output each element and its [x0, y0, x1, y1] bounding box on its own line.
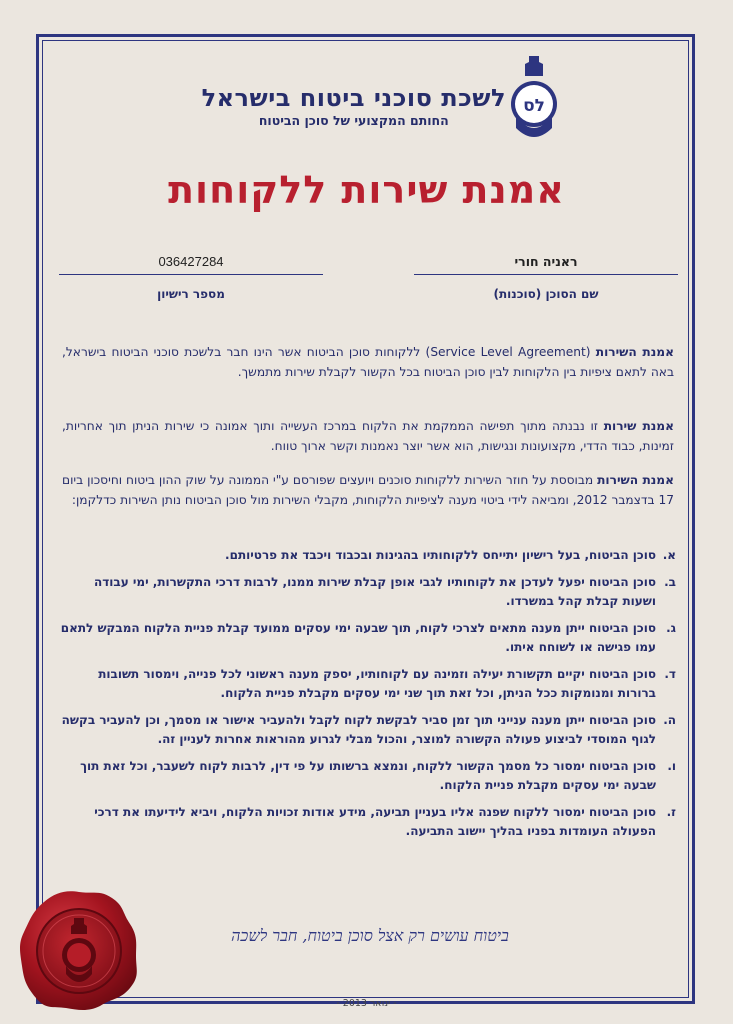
- item-marker: ב.: [664, 574, 676, 589]
- item-marker: ו.: [667, 758, 676, 773]
- agent-line: [414, 274, 678, 275]
- paragraph-3: [62, 470, 674, 510]
- logo-text: [202, 84, 506, 130]
- list-item: [60, 546, 676, 566]
- item-text: סוכן הביטוח ייתן מענה מתאים לצרכי לקוח, תוך שבעה ימי עסקים ממועד קבלת פניית הלקוח המבקש לתאם עמו פגישה או לשוחח איתו.: [60, 620, 656, 654]
- agent-name: ראניה חורי: [514, 254, 578, 269]
- list-item: [60, 803, 676, 842]
- service-items-list: [60, 546, 676, 849]
- item-text: סוכן הביטוח יפעל לעדכן את לקוחותיו לגבי אופן קבלת שירות ממנו, לרבות דרכי התקשרות, ימי עבודה ושעות קבלת קהל במשרדו.: [93, 574, 656, 608]
- paragraph-1-lead: אמנת השירות: [595, 345, 674, 359]
- document-date: - ינואר 2013 -: [336, 998, 397, 1009]
- org-name: לשכת סוכני ביטוח בישראל: [201, 84, 506, 112]
- item-marker: ה.: [663, 712, 676, 727]
- license-label: מספר רישיון: [157, 287, 225, 301]
- paragraph-2-lead: אמנת שירות: [603, 419, 674, 433]
- list-item: [60, 619, 676, 658]
- slogan: ביטוח עושים רק אצל סוכן ביטוח, חבר לשכה: [231, 926, 509, 945]
- item-marker: ד.: [664, 666, 676, 681]
- list-item: [60, 757, 676, 796]
- item-marker: א.: [662, 548, 676, 562]
- item-text: סוכן הביטוח יקיים תקשורת יעילה וזמינה עם לקוחותיו, יספק מענה ראשוני לכל פנייה, וימסור תשובות ברורות ומנומקות ככל הניתן, וכל זאת תוך שני ימי עסקים מקבלת פניית הלקוח.: [98, 666, 656, 700]
- item-text: סוכן הביטוח ימסור ללקוח שפנה אליו בעניין תביעה, מידע אודות זכויות הלקוח, ויביא לידיעתו את דרכי הפעולה העומדות בפניו בהליך יישוב התביעה.: [94, 804, 656, 838]
- license-number: 036427284: [158, 254, 224, 269]
- item-text: סוכן הביטוח ייתן מענה ענייני תוך זמן סביר לבקשת לקוח לקבל ולהעביר אישור או מסמך, וכן להעביר בקשה לגוף המוסדי לביצוע פעולה הקשורה למוצר, והכול מבלי לגרוע מהוראות אחרות לעניין זה.: [61, 712, 656, 746]
- paragraph-1: [62, 342, 674, 382]
- emblem-icon: [510, 54, 558, 140]
- list-item: [60, 573, 676, 612]
- page-title: אמנת שירות ללקוחות: [168, 168, 565, 212]
- wax-seal-icon: [16, 888, 142, 1014]
- item-text: סוכן הביטוח ימסור כל מסמך הקשור ללקוח, ונמצא ברשותו על פי דין, לרבות לקוח לשעבר, וכל זאת תוך שבעה ימי עסקים מקבלת פניית הלקוח.: [80, 758, 656, 792]
- list-item: [60, 665, 676, 704]
- paragraph-3-lead: אמנת השירות: [597, 473, 674, 487]
- paragraph-2: [62, 416, 674, 456]
- org-tagline: החותם המקצועי של סוכן הביטוח: [258, 113, 449, 128]
- license-field: [59, 252, 323, 301]
- list-item: [60, 711, 676, 750]
- paragraph-1-text: (Service Level Agreement) ללקוחות סוכן הביטוח אשר הינו חבר בלשכת סוכני הביטוח בישראל, באה לתאם ציפיות בין הלקוחות לבין סוכן הביטוח בכל הקשור לקבלת שירות מתמשך.: [62, 345, 674, 379]
- item-marker: ג.: [666, 620, 676, 635]
- item-marker: ז.: [666, 804, 676, 819]
- agent-field: [414, 252, 678, 301]
- emblem-letters: לס: [523, 96, 545, 116]
- header-logo: [0, 50, 733, 140]
- paragraph-2-text: זו נבנתה מתוך תפישה הממקמת את הלקוח במרכז העשייה ותוך אמונה כי שירות הניתן תוך אחריות, זמינות, כבוד הדדי, מקצועונות ונגישות, הוא אשר יוצר נאמנות וקשר ארוך טווח.: [62, 419, 674, 453]
- paragraph-3-text: מבוססת על חוזר השירות ללקוחות סוכנים ויועצים שפורסם ע"י הממונה על שוק ההון ביטוח וחיסכון ביום 17 בדצמבר 2012, ומביאה לידי ביטוי מענה לציפיות הלקוחות, מקבלי השירות מול סוכן הביטוח נותן השירות כדלקמן:: [62, 473, 674, 507]
- license-line: [59, 274, 323, 275]
- agent-label: שם הסוכן (סוכנות): [493, 287, 599, 301]
- item-text: סוכן הביטוח, בעל רישיון יתייחס ללקוחותיו בהגינות ובכבוד ויכבד את פרטיותם.: [225, 548, 656, 562]
